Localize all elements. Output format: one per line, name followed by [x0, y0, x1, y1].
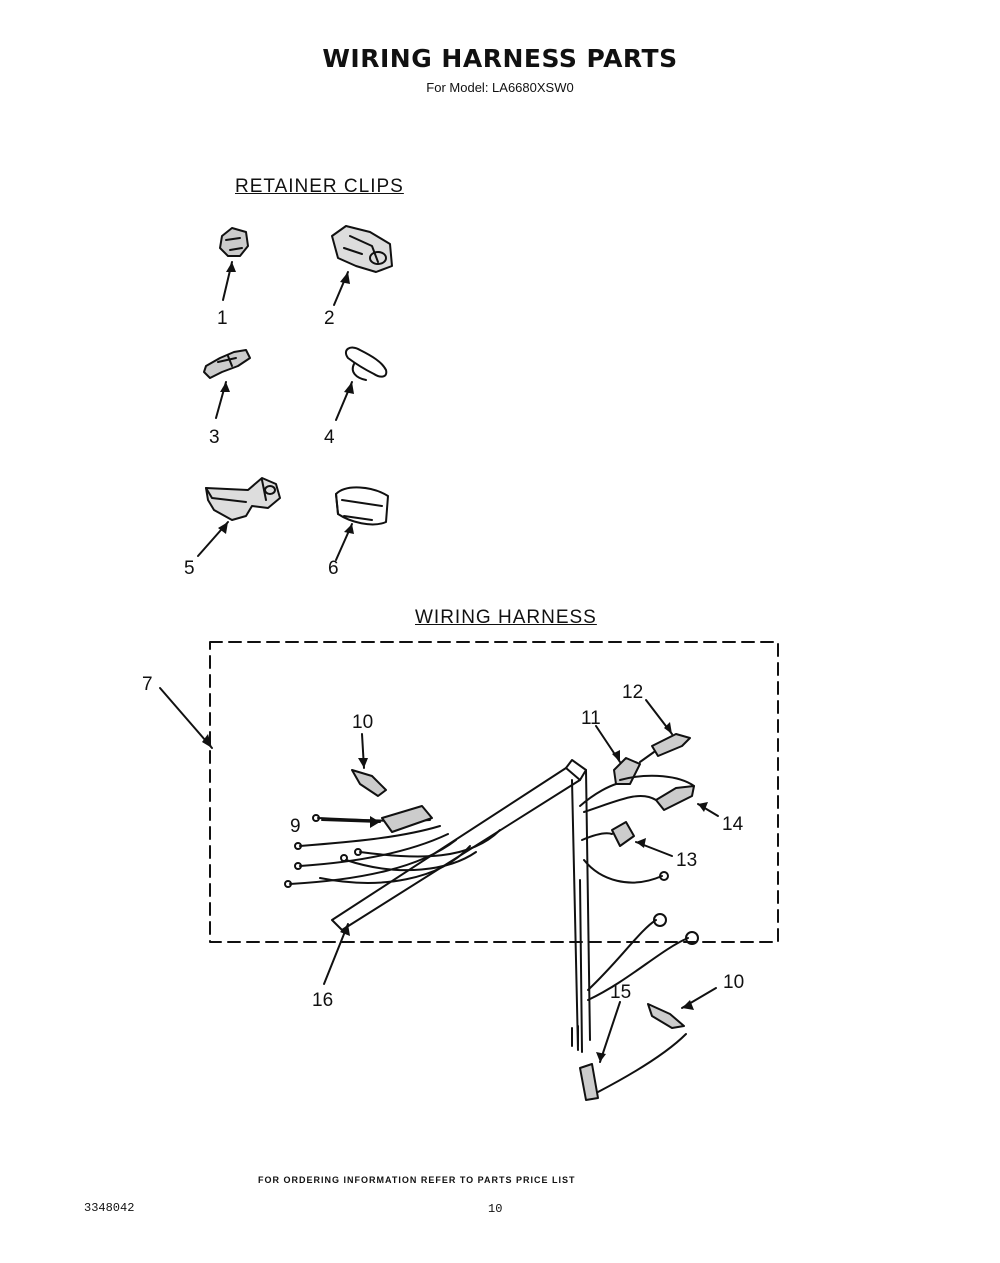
callout-7: 7	[142, 674, 153, 695]
wiring-harness-heading: WIRING HARNESS	[415, 607, 597, 628]
callout-13: 13	[676, 850, 698, 871]
terminal-12	[640, 700, 690, 762]
callout-3: 3	[209, 427, 220, 448]
retainer-clip-2	[332, 226, 392, 272]
ordering-note: FOR ORDERING INFORMATION REFER TO PARTS PRICE LIST	[258, 1175, 576, 1185]
callout-9: 9	[290, 816, 301, 837]
retainer-clip-6	[336, 487, 388, 524]
callout-4: 4	[324, 427, 335, 448]
callout-10-lower: 10	[723, 972, 745, 993]
callout-1: 1	[217, 308, 228, 329]
callout-12: 12	[622, 682, 644, 703]
callout-16: 16	[312, 990, 334, 1011]
page-title: WIRING HARNESS PARTS	[322, 44, 678, 73]
terminal-10-upper	[352, 734, 386, 796]
right-drop-wires	[584, 860, 698, 1000]
retainer-clip-3	[204, 350, 250, 378]
harness-main-cable	[332, 760, 590, 1052]
connector-14	[584, 776, 718, 816]
page-number: 10	[488, 1202, 503, 1216]
connector-13	[582, 822, 672, 856]
model-subtitle: For Model: LA6680XSW0	[426, 80, 574, 95]
callout-15: 15	[610, 982, 632, 1003]
retainer-clip-5	[206, 478, 280, 520]
retainer-clip-1	[220, 228, 248, 256]
leader-15	[600, 1002, 620, 1062]
leader-7	[160, 688, 212, 748]
callout-5: 5	[184, 558, 195, 579]
callout-6: 6	[328, 558, 339, 579]
document-number: 3348042	[84, 1201, 135, 1215]
callout-10-upper: 10	[352, 712, 374, 733]
retainer-clips-heading: RETAINER CLIPS	[235, 176, 404, 197]
connector-11	[580, 726, 640, 806]
callout-14: 14	[722, 814, 744, 835]
callout-11: 11	[581, 708, 601, 729]
retainer-clip-4	[346, 348, 386, 380]
callout-2: 2	[324, 308, 335, 329]
